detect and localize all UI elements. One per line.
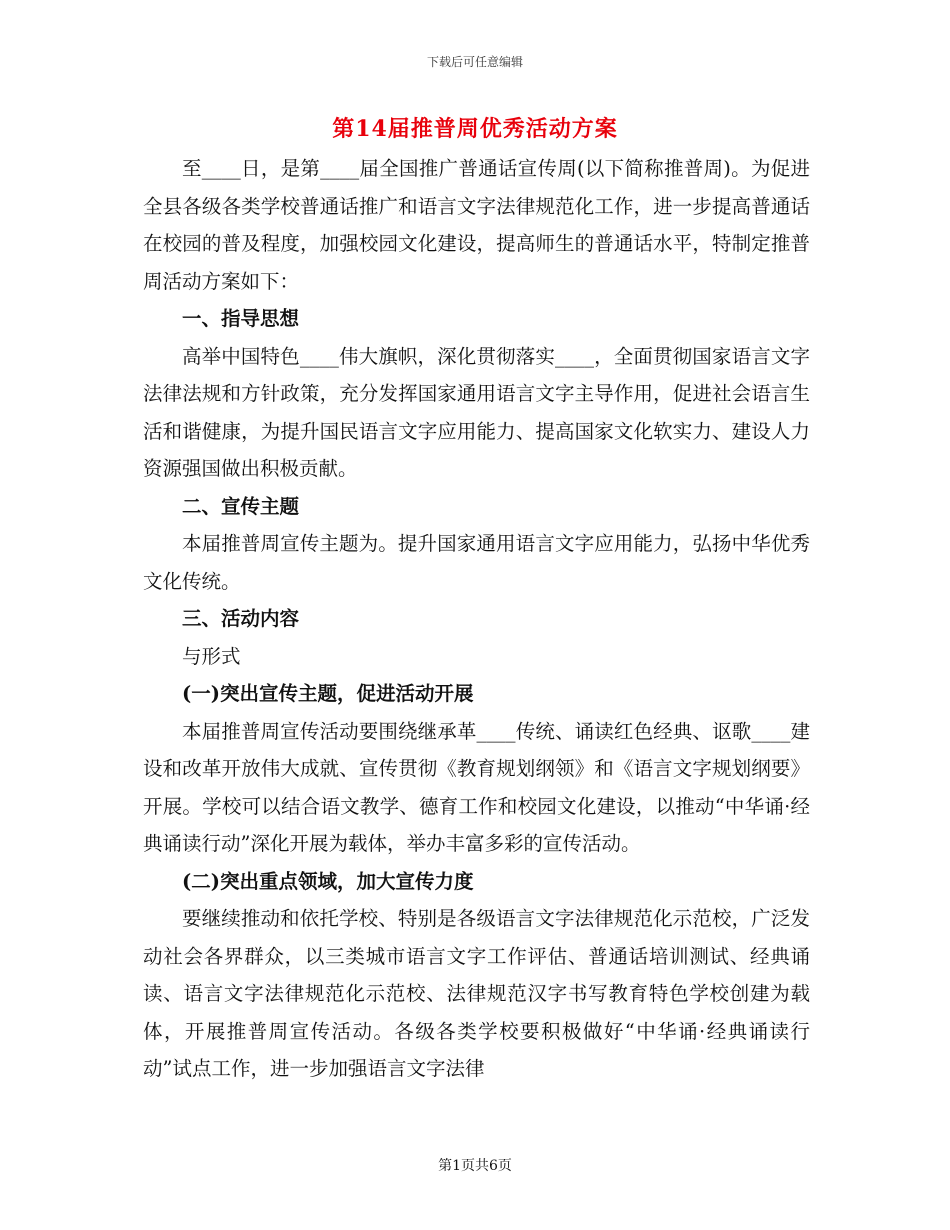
section-heading-activity-content: 三、活动内容 <box>182 607 300 630</box>
paragraph-theme: 本届推普周宣传主题为。提升国家通用语言文字应用能力，弘扬中华优秀文化传统。 <box>143 532 810 593</box>
subsection-heading-1: (一)突出宣传主题，促进活动开展 <box>182 682 474 705</box>
paragraph-activity-form: 与形式 <box>182 644 241 668</box>
page-footer-number: 第1页共6页 <box>438 1158 512 1174</box>
document-body <box>143 150 810 1088</box>
paragraph-subsection-1: 本届推普周宣传活动要围绕继承革____传统、诵读红色经典、讴歌____建设和改革开放伟大成就、宣传贯彻《教育规划纲领》和《语言文字规划纲要》开展。学校可以结合语文教学、德育工作和校园文化建设，以推动“中华诵·经典诵读行动”深化开展为载体，举办丰富多彩的宣传活动。 <box>143 719 810 855</box>
document-title: 第14届推普周优秀活动方案 <box>332 116 618 142</box>
paragraph-guiding-ideology: 高举中国特色____伟大旗帜，深化贯彻落实____，全面贯彻国家语言文字法律法规和方针政策，充分发挥国家通用语言文字主导作用，促进社会语言生活和谐健康，为提升国民语言文字应用能力、提高国家文化软实力、建设人力资源强国做出积极贡献。 <box>143 344 810 480</box>
section-heading-guiding-ideology: 一、指导思想 <box>182 307 300 330</box>
page-header-note: 下载后可任意编辑 <box>426 55 523 69</box>
paragraph-subsection-2: 要继续推动和依托学校、特别是各级语言文字法律规范化示范校，广泛发动社会各界群众，以三类城市语言文字工作评估、普通话培训测试、经典诵读、语言文字法律规范化示范校、法律规范汉字书写教育特色学校创建为载体，开展推普周宣传活动。各级各类学校要积极做好“中华诵·经典诵读行动”试点工作，进一步加强语言文字法律 <box>143 907 810 1080</box>
paragraph-intro: 至____日，是第____届全国推广普通话宣传周(以下简称推普周)。为促进全县各级各类学校普通话推广和语言文字法律规范化工作，进一步提高普通话在校园的普及程度，加强校园文化建设，提高师生的普通话水平，特制定推普周活动方案如下： <box>143 157 810 293</box>
section-heading-theme: 二、宣传主题 <box>182 494 300 518</box>
subsection-heading-2: (二)突出重点领域，加大宣传力度 <box>182 869 474 893</box>
